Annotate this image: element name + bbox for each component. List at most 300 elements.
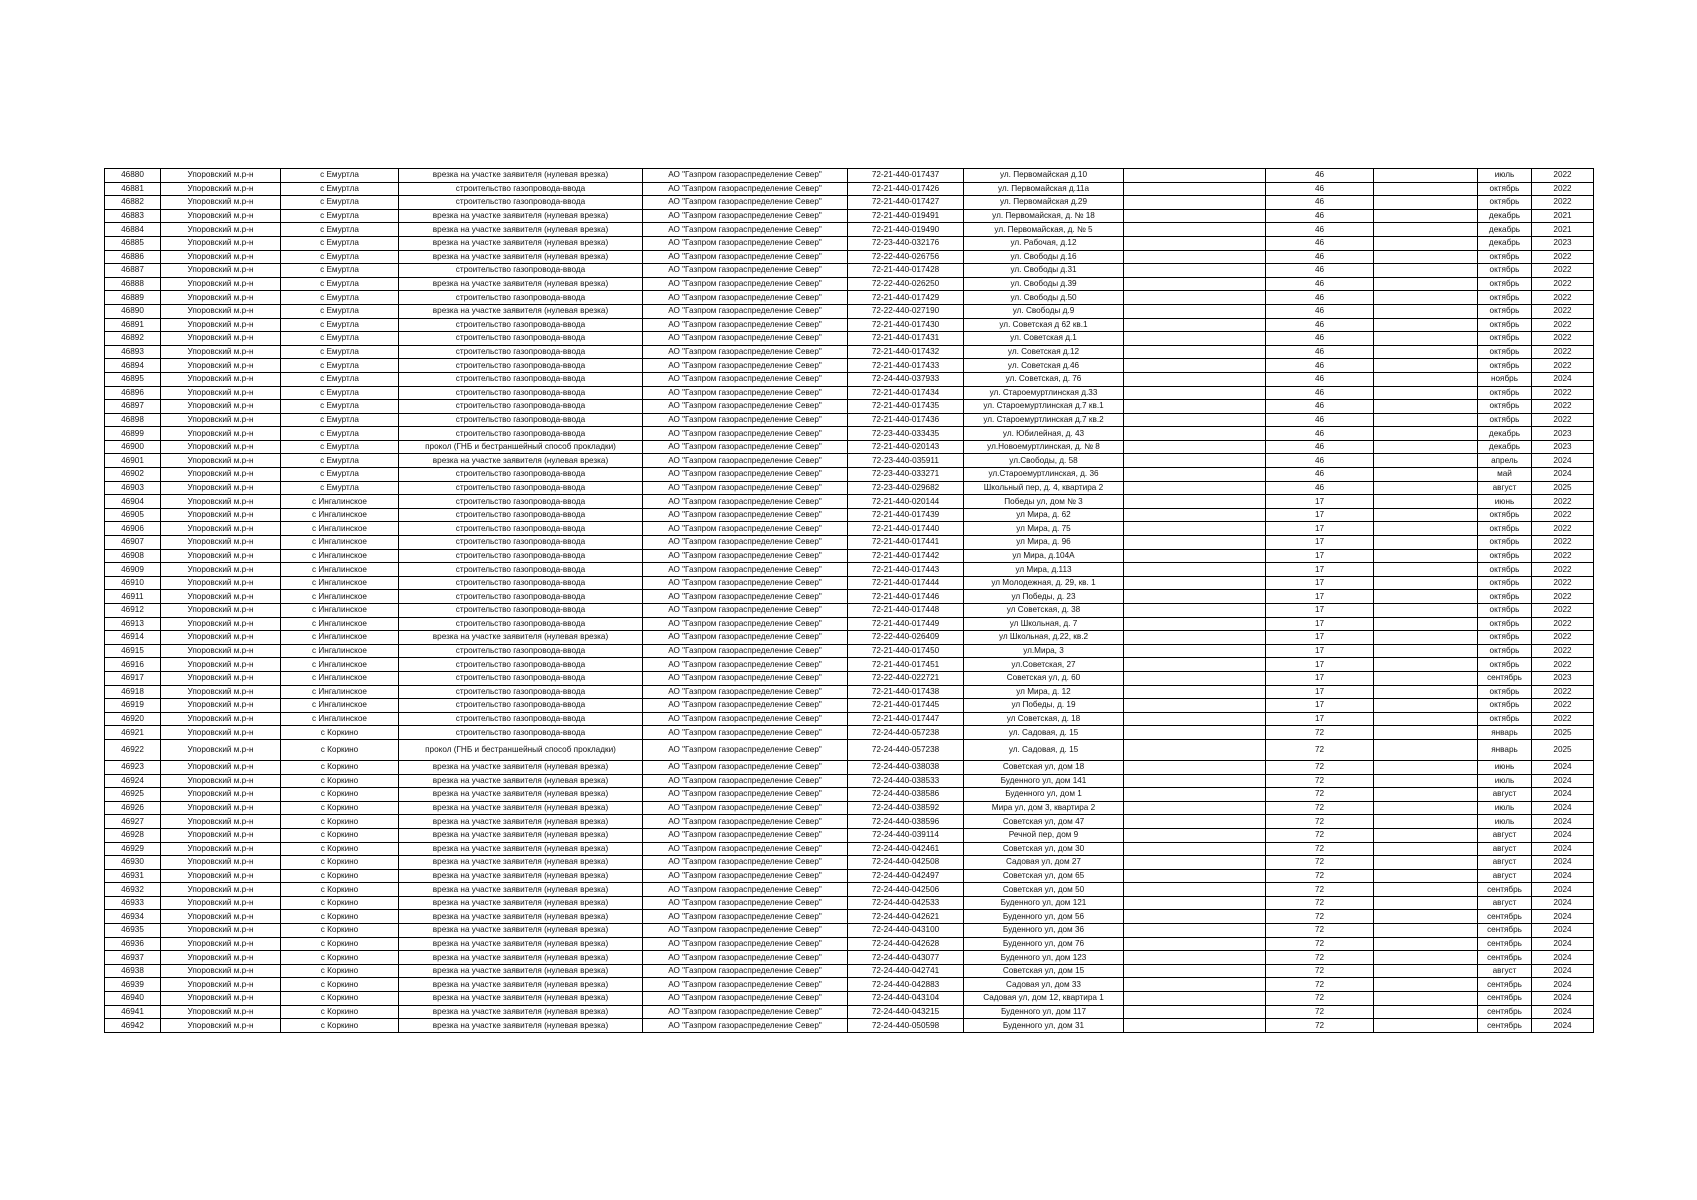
village-cell: с Емуртла <box>281 440 399 454</box>
count-cell: 72 <box>1266 726 1374 740</box>
table-row <box>105 924 1594 938</box>
village-cell: с Емуртла <box>281 345 399 359</box>
month-cell: ноябрь <box>1478 372 1532 386</box>
address-cell: ул. Советская д.1 <box>964 332 1124 346</box>
empty-cell <box>1124 685 1266 699</box>
empty-cell <box>1374 964 1478 978</box>
table-row <box>105 869 1594 883</box>
empty-cell <box>1374 196 1478 210</box>
address-cell: ул.Новоемуртлинская, д. № 8 <box>964 440 1124 454</box>
empty-cell <box>1124 828 1266 842</box>
year-cell: 2022 <box>1532 304 1594 318</box>
address-cell: ул Победы, д. 19 <box>964 699 1124 713</box>
organization-cell: АО "Газпром газораспределение Север" <box>643 685 848 699</box>
address-cell: Садовая ул, дом 33 <box>964 978 1124 992</box>
organization-cell: АО "Газпром газораспределение Север" <box>643 332 848 346</box>
count-cell: 17 <box>1266 590 1374 604</box>
empty-cell <box>1124 910 1266 924</box>
table-row <box>105 508 1594 522</box>
village-cell: с Коркино <box>281 964 399 978</box>
organization-cell: АО "Газпром газораспределение Север" <box>643 739 848 760</box>
organization-cell: АО "Газпром газораспределение Север" <box>643 304 848 318</box>
count-cell: 17 <box>1266 712 1374 726</box>
organization-cell: АО "Газпром газораспределение Север" <box>643 400 848 414</box>
organization-cell: АО "Газпром газораспределение Север" <box>643 644 848 658</box>
table-row <box>105 992 1594 1006</box>
year-cell: 2024 <box>1532 856 1594 870</box>
count-cell: 46 <box>1266 318 1374 332</box>
empty-cell <box>1374 896 1478 910</box>
row-number-cell: 46912 <box>105 604 161 618</box>
year-cell: 2024 <box>1532 896 1594 910</box>
work-type-cell: строительство газопровода-ввода <box>399 549 643 563</box>
district-cell: Упоровский м.р-н <box>161 522 281 536</box>
month-cell: октябрь <box>1478 685 1532 699</box>
empty-cell <box>1124 481 1266 495</box>
district-cell: Упоровский м.р-н <box>161 563 281 577</box>
row-number-cell: 46933 <box>105 896 161 910</box>
empty-cell <box>1124 842 1266 856</box>
empty-cell <box>1124 209 1266 223</box>
address-cell: ул Мира, д. 12 <box>964 685 1124 699</box>
count-cell: 72 <box>1266 978 1374 992</box>
year-cell: 2022 <box>1532 658 1594 672</box>
cadastral-code-cell: 72-21-440-017442 <box>848 549 964 563</box>
address-cell: ул Мира, д.113 <box>964 563 1124 577</box>
row-number-cell: 46885 <box>105 236 161 250</box>
village-cell: с Коркино <box>281 883 399 897</box>
cadastral-code-cell: 72-24-440-057238 <box>848 739 964 760</box>
count-cell: 46 <box>1266 209 1374 223</box>
month-cell: октябрь <box>1478 604 1532 618</box>
table-row <box>105 604 1594 618</box>
district-cell: Упоровский м.р-н <box>161 842 281 856</box>
row-number-cell: 46928 <box>105 828 161 842</box>
count-cell: 46 <box>1266 264 1374 278</box>
village-cell: с Ингалинское <box>281 536 399 550</box>
empty-cell <box>1374 685 1478 699</box>
work-type-cell: врезка на участке заявителя (нулевая врезка) <box>399 1005 643 1019</box>
address-cell: ул. Юбилейная, д. 43 <box>964 427 1124 441</box>
work-type-cell: строительство газопровода-ввода <box>399 536 643 550</box>
organization-cell: АО "Газпром газораспределение Север" <box>643 468 848 482</box>
cadastral-code-cell: 72-24-440-042621 <box>848 910 964 924</box>
district-cell: Упоровский м.р-н <box>161 896 281 910</box>
month-cell: октябрь <box>1478 332 1532 346</box>
district-cell: Упоровский м.р-н <box>161 495 281 509</box>
empty-cell <box>1124 631 1266 645</box>
organization-cell: АО "Газпром газораспределение Север" <box>643 604 848 618</box>
empty-cell <box>1124 536 1266 550</box>
row-number-cell: 46892 <box>105 332 161 346</box>
organization-cell: АО "Газпром газораспределение Север" <box>643 828 848 842</box>
work-type-cell: врезка на участке заявителя (нулевая врезка) <box>399 631 643 645</box>
month-cell: октябрь <box>1478 508 1532 522</box>
count-cell: 72 <box>1266 842 1374 856</box>
table-row <box>105 726 1594 740</box>
district-cell: Упоровский м.р-н <box>161 264 281 278</box>
year-cell: 2022 <box>1532 345 1594 359</box>
village-cell: с Емуртла <box>281 250 399 264</box>
village-cell: с Коркино <box>281 951 399 965</box>
empty-cell <box>1374 774 1478 788</box>
row-number-cell: 46920 <box>105 712 161 726</box>
work-type-cell: врезка на участке заявителя (нулевая врезка) <box>399 978 643 992</box>
row-number-cell: 46895 <box>105 372 161 386</box>
row-number-cell: 46904 <box>105 495 161 509</box>
count-cell: 46 <box>1266 236 1374 250</box>
district-cell: Упоровский м.р-н <box>161 454 281 468</box>
count-cell: 17 <box>1266 685 1374 699</box>
village-cell: с Емуртла <box>281 182 399 196</box>
organization-cell: АО "Газпром газораспределение Север" <box>643 726 848 740</box>
address-cell: Советская ул, д. 60 <box>964 671 1124 685</box>
year-cell: 2022 <box>1532 522 1594 536</box>
month-cell: октябрь <box>1478 345 1532 359</box>
village-cell: с Ингалинское <box>281 631 399 645</box>
address-cell: ул Школьная, д.22, кв.2 <box>964 631 1124 645</box>
district-cell: Упоровский м.р-н <box>161 978 281 992</box>
row-number-cell: 46934 <box>105 910 161 924</box>
work-type-cell: строительство газопровода-ввода <box>399 372 643 386</box>
empty-cell <box>1124 978 1266 992</box>
district-cell: Упоровский м.р-н <box>161 828 281 842</box>
empty-cell <box>1124 883 1266 897</box>
work-type-cell: врезка на участке заявителя (нулевая врезка) <box>399 856 643 870</box>
count-cell: 17 <box>1266 631 1374 645</box>
district-cell: Упоровский м.р-н <box>161 671 281 685</box>
empty-cell <box>1374 617 1478 631</box>
work-type-cell: врезка на участке заявителя (нулевая врезка) <box>399 924 643 938</box>
cadastral-code-cell: 72-23-440-029682 <box>848 481 964 495</box>
district-cell: Упоровский м.р-н <box>161 964 281 978</box>
work-type-cell: врезка на участке заявителя (нулевая врезка) <box>399 236 643 250</box>
empty-cell <box>1124 372 1266 386</box>
work-type-cell: врезка на участке заявителя (нулевая врезка) <box>399 304 643 318</box>
work-type-cell: строительство газопровода-ввода <box>399 182 643 196</box>
count-cell: 46 <box>1266 372 1374 386</box>
empty-cell <box>1374 726 1478 740</box>
count-cell: 72 <box>1266 774 1374 788</box>
year-cell: 2022 <box>1532 536 1594 550</box>
table-row <box>105 1019 1594 1033</box>
district-cell: Упоровский м.р-н <box>161 169 281 183</box>
district-cell: Упоровский м.р-н <box>161 644 281 658</box>
cadastral-code-cell: 72-24-440-042628 <box>848 937 964 951</box>
year-cell: 2023 <box>1532 236 1594 250</box>
cadastral-code-cell: 72-21-440-017450 <box>848 644 964 658</box>
table-row <box>105 937 1594 951</box>
year-cell: 2022 <box>1532 644 1594 658</box>
cadastral-code-cell: 72-22-440-026409 <box>848 631 964 645</box>
month-cell: октябрь <box>1478 644 1532 658</box>
year-cell: 2022 <box>1532 617 1594 631</box>
count-cell: 17 <box>1266 536 1374 550</box>
table-row <box>105 712 1594 726</box>
district-cell: Упоровский м.р-н <box>161 332 281 346</box>
organization-cell: АО "Газпром газораспределение Север" <box>643 372 848 386</box>
address-cell: ул Советская, д. 38 <box>964 604 1124 618</box>
cadastral-code-cell: 72-24-440-038586 <box>848 788 964 802</box>
month-cell: октябрь <box>1478 563 1532 577</box>
row-number-cell: 46911 <box>105 590 161 604</box>
cadastral-code-cell: 72-22-440-027190 <box>848 304 964 318</box>
count-cell: 17 <box>1266 522 1374 536</box>
month-cell: июль <box>1478 815 1532 829</box>
month-cell: октябрь <box>1478 712 1532 726</box>
year-cell: 2022 <box>1532 318 1594 332</box>
year-cell: 2024 <box>1532 842 1594 856</box>
year-cell: 2022 <box>1532 604 1594 618</box>
empty-cell <box>1124 386 1266 400</box>
empty-cell <box>1374 209 1478 223</box>
cadastral-code-cell: 72-21-440-017430 <box>848 318 964 332</box>
work-type-cell: врезка на участке заявителя (нулевая врезка) <box>399 788 643 802</box>
work-type-cell: строительство газопровода-ввода <box>399 332 643 346</box>
table-row <box>105 760 1594 774</box>
empty-cell <box>1124 563 1266 577</box>
row-number-cell: 46883 <box>105 209 161 223</box>
empty-cell <box>1374 182 1478 196</box>
district-cell: Упоровский м.р-н <box>161 277 281 291</box>
empty-cell <box>1124 951 1266 965</box>
address-cell: ул. Советская д.12 <box>964 345 1124 359</box>
district-cell: Упоровский м.р-н <box>161 236 281 250</box>
empty-cell <box>1374 658 1478 672</box>
organization-cell: АО "Газпром газораспределение Север" <box>643 345 848 359</box>
count-cell: 46 <box>1266 345 1374 359</box>
district-cell: Упоровский м.р-н <box>161 345 281 359</box>
address-cell: ул. Свободы д.31 <box>964 264 1124 278</box>
empty-cell <box>1124 1005 1266 1019</box>
district-cell: Упоровский м.р-н <box>161 631 281 645</box>
year-cell: 2024 <box>1532 883 1594 897</box>
count-cell: 72 <box>1266 992 1374 1006</box>
village-cell: с Емуртла <box>281 413 399 427</box>
row-number-cell: 46886 <box>105 250 161 264</box>
table-row <box>105 250 1594 264</box>
year-cell: 2024 <box>1532 788 1594 802</box>
count-cell: 46 <box>1266 277 1374 291</box>
cadastral-code-cell: 72-23-440-033271 <box>848 468 964 482</box>
empty-cell <box>1374 440 1478 454</box>
month-cell: август <box>1478 896 1532 910</box>
table-row <box>105 856 1594 870</box>
village-cell: с Емуртла <box>281 277 399 291</box>
table-row <box>105 631 1594 645</box>
organization-cell: АО "Газпром газораспределение Север" <box>643 359 848 373</box>
work-type-cell: строительство газопровода-ввода <box>399 495 643 509</box>
work-type-cell: врезка на участке заявителя (нулевая врезка) <box>399 910 643 924</box>
organization-cell: АО "Газпром газораспределение Север" <box>643 576 848 590</box>
row-number-cell: 46893 <box>105 345 161 359</box>
count-cell: 17 <box>1266 495 1374 509</box>
address-cell: Победы ул, дом № 3 <box>964 495 1124 509</box>
year-cell: 2022 <box>1532 250 1594 264</box>
district-cell: Упоровский м.р-н <box>161 196 281 210</box>
empty-cell <box>1124 182 1266 196</box>
cadastral-code-cell: 72-24-440-038038 <box>848 760 964 774</box>
month-cell: сентябрь <box>1478 910 1532 924</box>
table-row <box>105 964 1594 978</box>
work-type-cell: врезка на участке заявителя (нулевая врезка) <box>399 883 643 897</box>
district-cell: Упоровский м.р-н <box>161 924 281 938</box>
table-row <box>105 413 1594 427</box>
village-cell: с Ингалинское <box>281 576 399 590</box>
empty-cell <box>1124 318 1266 332</box>
empty-cell <box>1374 549 1478 563</box>
empty-cell <box>1374 291 1478 305</box>
table-row <box>105 617 1594 631</box>
table-row <box>105 828 1594 842</box>
empty-cell <box>1124 236 1266 250</box>
table-row <box>105 318 1594 332</box>
empty-cell <box>1124 788 1266 802</box>
work-type-cell: строительство газопровода-ввода <box>399 386 643 400</box>
empty-cell <box>1374 169 1478 183</box>
organization-cell: АО "Газпром газораспределение Север" <box>643 699 848 713</box>
year-cell: 2022 <box>1532 563 1594 577</box>
year-cell: 2022 <box>1532 699 1594 713</box>
count-cell: 17 <box>1266 549 1374 563</box>
row-number-cell: 46880 <box>105 169 161 183</box>
table-row <box>105 842 1594 856</box>
work-type-cell: строительство газопровода-ввода <box>399 590 643 604</box>
address-cell: Мира ул, дом 3, квартира 2 <box>964 801 1124 815</box>
address-cell: ул. Первомайская д.10 <box>964 169 1124 183</box>
empty-cell <box>1374 951 1478 965</box>
year-cell: 2022 <box>1532 400 1594 414</box>
count-cell: 46 <box>1266 169 1374 183</box>
organization-cell: АО "Газпром газораспределение Север" <box>643 549 848 563</box>
empty-cell <box>1374 236 1478 250</box>
empty-cell <box>1124 760 1266 774</box>
organization-cell: АО "Газпром газораспределение Север" <box>643 291 848 305</box>
row-number-cell: 46930 <box>105 856 161 870</box>
month-cell: октябрь <box>1478 576 1532 590</box>
month-cell: сентябрь <box>1478 992 1532 1006</box>
empty-cell <box>1374 883 1478 897</box>
table-row <box>105 468 1594 482</box>
month-cell: октябрь <box>1478 291 1532 305</box>
village-cell: с Коркино <box>281 910 399 924</box>
cadastral-code-cell: 72-21-440-017440 <box>848 522 964 536</box>
work-type-cell: строительство газопровода-ввода <box>399 685 643 699</box>
empty-cell <box>1374 332 1478 346</box>
organization-cell: АО "Газпром газораспределение Север" <box>643 658 848 672</box>
table-row <box>105 209 1594 223</box>
work-type-cell: врезка на участке заявителя (нулевая врезка) <box>399 209 643 223</box>
empty-cell <box>1374 508 1478 522</box>
month-cell: сентябрь <box>1478 883 1532 897</box>
village-cell: с Коркино <box>281 726 399 740</box>
address-cell: Буденного ул, дом 123 <box>964 951 1124 965</box>
organization-cell: АО "Газпром газораспределение Север" <box>643 631 848 645</box>
address-cell: ул.Мира, 3 <box>964 644 1124 658</box>
organization-cell: АО "Газпром газораспределение Север" <box>643 992 848 1006</box>
cadastral-code-cell: 72-24-440-057238 <box>848 726 964 740</box>
village-cell: с Коркино <box>281 937 399 951</box>
count-cell: 46 <box>1266 440 1374 454</box>
row-number-cell: 46903 <box>105 481 161 495</box>
organization-cell: АО "Газпром газораспределение Север" <box>643 896 848 910</box>
month-cell: октябрь <box>1478 318 1532 332</box>
table-row <box>105 304 1594 318</box>
row-number-cell: 46910 <box>105 576 161 590</box>
village-cell: с Емуртла <box>281 223 399 237</box>
empty-cell <box>1124 576 1266 590</box>
work-type-cell: строительство газопровода-ввода <box>399 291 643 305</box>
work-type-cell: строительство газопровода-ввода <box>399 264 643 278</box>
row-number-cell: 46931 <box>105 869 161 883</box>
work-type-cell: строительство газопровода-ввода <box>399 359 643 373</box>
count-cell: 46 <box>1266 332 1374 346</box>
organization-cell: АО "Газпром газораспределение Север" <box>643 801 848 815</box>
empty-cell <box>1124 869 1266 883</box>
district-cell: Упоровский м.р-н <box>161 937 281 951</box>
organization-cell: АО "Газпром газораспределение Север" <box>643 427 848 441</box>
village-cell: с Ингалинское <box>281 590 399 604</box>
village-cell: с Ингалинское <box>281 685 399 699</box>
month-cell: декабрь <box>1478 427 1532 441</box>
organization-cell: АО "Газпром газораспределение Север" <box>643 937 848 951</box>
address-cell: ул. Советская д.46 <box>964 359 1124 373</box>
count-cell: 17 <box>1266 658 1374 672</box>
row-number-cell: 46882 <box>105 196 161 210</box>
address-cell: Буденного ул, дом 56 <box>964 910 1124 924</box>
year-cell: 2024 <box>1532 1019 1594 1033</box>
district-cell: Упоровский м.р-н <box>161 658 281 672</box>
month-cell: сентябрь <box>1478 951 1532 965</box>
cadastral-code-cell: 72-21-440-017449 <box>848 617 964 631</box>
month-cell: январь <box>1478 726 1532 740</box>
table-row <box>105 522 1594 536</box>
table-row <box>105 910 1594 924</box>
district-cell: Упоровский м.р-н <box>161 386 281 400</box>
empty-cell <box>1124 440 1266 454</box>
cadastral-code-cell: 72-21-440-019491 <box>848 209 964 223</box>
organization-cell: АО "Газпром газораспределение Север" <box>643 522 848 536</box>
empty-cell <box>1124 815 1266 829</box>
district-cell: Упоровский м.р-н <box>161 726 281 740</box>
empty-cell <box>1374 644 1478 658</box>
count-cell: 17 <box>1266 617 1374 631</box>
village-cell: с Коркино <box>281 856 399 870</box>
row-number-cell: 46936 <box>105 937 161 951</box>
cadastral-code-cell: 72-21-440-017451 <box>848 658 964 672</box>
empty-cell <box>1374 264 1478 278</box>
month-cell: октябрь <box>1478 359 1532 373</box>
table-row <box>105 951 1594 965</box>
year-cell: 2022 <box>1532 332 1594 346</box>
row-number-cell: 46923 <box>105 760 161 774</box>
cadastral-code-cell: 72-23-440-035911 <box>848 454 964 468</box>
cadastral-code-cell: 72-24-440-050598 <box>848 1019 964 1033</box>
table-row <box>105 788 1594 802</box>
empty-cell <box>1374 468 1478 482</box>
district-cell: Упоровский м.р-н <box>161 856 281 870</box>
row-number-cell: 46902 <box>105 468 161 482</box>
year-cell: 2024 <box>1532 372 1594 386</box>
month-cell: август <box>1478 828 1532 842</box>
row-number-cell: 46906 <box>105 522 161 536</box>
address-cell: ул. Рабочая, д.12 <box>964 236 1124 250</box>
month-cell: октябрь <box>1478 549 1532 563</box>
count-cell: 72 <box>1266 856 1374 870</box>
work-type-cell: врезка на участке заявителя (нулевая врезка) <box>399 842 643 856</box>
month-cell: январь <box>1478 739 1532 760</box>
organization-cell: АО "Газпром газораспределение Север" <box>643 869 848 883</box>
